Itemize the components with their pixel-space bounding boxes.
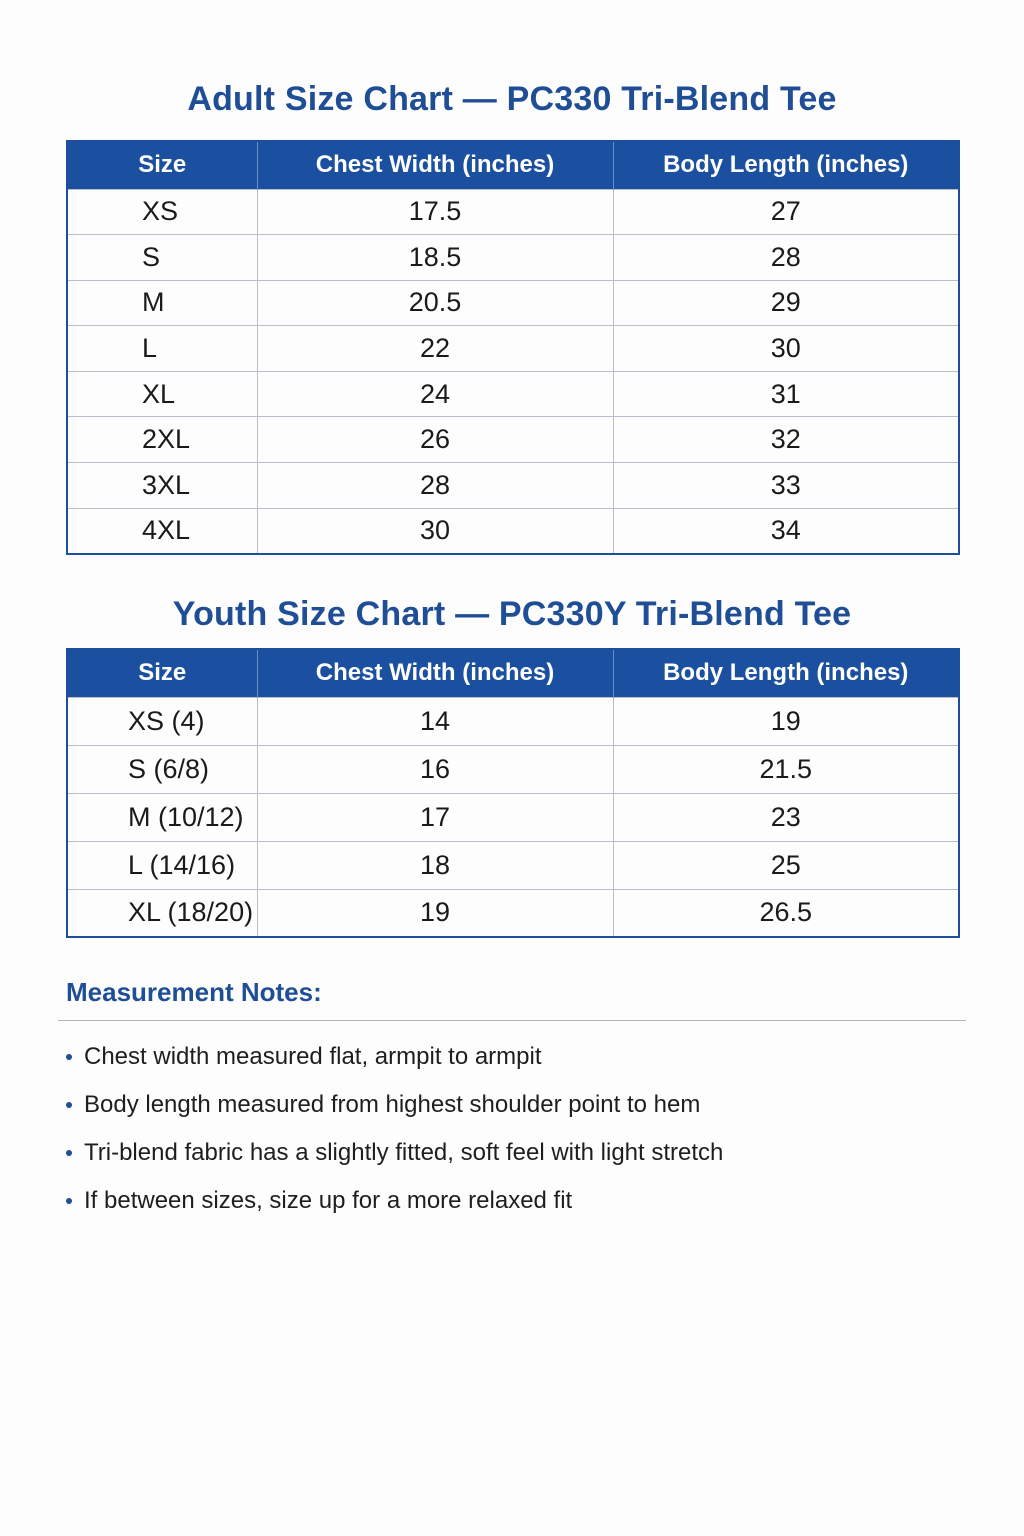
size-cell: XL (18/20): [67, 889, 257, 937]
body-length-cell: 34: [613, 508, 959, 554]
list-item: [66, 1181, 966, 1229]
body-length-cell: 33: [613, 463, 959, 509]
table-row: [67, 371, 959, 417]
column-header-chest-width: Chest Width (inches): [257, 141, 613, 189]
chest-width-cell: 18: [257, 841, 613, 889]
body-length-cell: 31: [613, 371, 959, 417]
size-cell: 2XL: [67, 417, 257, 463]
size-cell: M: [67, 280, 257, 326]
size-cell: L: [67, 326, 257, 372]
notes-divider: [58, 1020, 966, 1021]
size-cell: M (10/12): [67, 793, 257, 841]
measurement-notes-list: [66, 1037, 966, 1229]
chest-width-cell: 16: [257, 745, 613, 793]
size-cell: S: [67, 235, 257, 281]
chest-width-cell: 14: [257, 697, 613, 745]
column-header-chest-width: Chest Width (inches): [257, 649, 613, 697]
size-cell: XS (4): [67, 697, 257, 745]
column-header-body-length: Body Length (inches): [613, 141, 959, 189]
bullet-icon: [66, 1198, 72, 1204]
bullet-icon: [66, 1102, 72, 1108]
body-length-cell: 28: [613, 235, 959, 281]
column-header-size: Size: [67, 141, 257, 189]
body-length-cell: 32: [613, 417, 959, 463]
list-item: [66, 1085, 966, 1133]
table-row: [67, 326, 959, 372]
size-cell: 3XL: [67, 463, 257, 509]
table-row: [67, 793, 959, 841]
chest-width-cell: 17: [257, 793, 613, 841]
body-length-cell: 25: [613, 841, 959, 889]
column-header-body-length: Body Length (inches): [613, 649, 959, 697]
list-item: [66, 1037, 966, 1085]
youth-size-table: [66, 648, 960, 938]
youth-chart-title: Youth Size Chart — PC330Y Tri-Blend Tee: [172, 595, 852, 633]
body-length-cell: 19: [613, 697, 959, 745]
chest-width-cell: 17.5: [257, 189, 613, 235]
chest-width-cell: 26: [257, 417, 613, 463]
body-length-cell: 21.5: [613, 745, 959, 793]
table-row: [67, 235, 959, 281]
table-row: [67, 508, 959, 554]
table-header-row: [67, 649, 959, 697]
table-row: [67, 417, 959, 463]
note-text: If between sizes, size up for a more relaxed fit: [84, 1187, 573, 1214]
size-cell: L (14/16): [67, 841, 257, 889]
list-item: [66, 1133, 966, 1181]
table-header-row: [67, 141, 959, 189]
bullet-icon: [66, 1054, 72, 1060]
size-cell: XL: [67, 371, 257, 417]
size-cell: S (6/8): [67, 745, 257, 793]
body-length-cell: 29: [613, 280, 959, 326]
adult-size-table: [66, 140, 960, 555]
note-text: Tri-blend fabric has a slightly fitted, soft feel with light stretch: [84, 1139, 724, 1166]
note-text: Chest width measured flat, armpit to armpit: [84, 1043, 542, 1070]
chest-width-cell: 18.5: [257, 235, 613, 281]
table-row: [67, 463, 959, 509]
table-row: [67, 841, 959, 889]
body-length-cell: 27: [613, 189, 959, 235]
table-row: [67, 697, 959, 745]
column-header-size: Size: [67, 649, 257, 697]
chest-width-cell: 30: [257, 508, 613, 554]
chest-width-cell: 22: [257, 326, 613, 372]
measurement-notes-heading: Measurement Notes:: [66, 977, 322, 1007]
body-length-cell: 30: [613, 326, 959, 372]
size-cell: 4XL: [67, 508, 257, 554]
chest-width-cell: 20.5: [257, 280, 613, 326]
adult-chart-title: Adult Size Chart — PC330 Tri-Blend Tee: [187, 80, 837, 118]
chest-width-cell: 24: [257, 371, 613, 417]
table-row: [67, 280, 959, 326]
chest-width-cell: 28: [257, 463, 613, 509]
table-row: [67, 189, 959, 235]
size-cell: XS: [67, 189, 257, 235]
table-row: [67, 889, 959, 937]
table-row: [67, 745, 959, 793]
body-length-cell: 26.5: [613, 889, 959, 937]
note-text: Body length measured from highest shoulder point to hem: [84, 1091, 701, 1118]
bullet-icon: [66, 1150, 72, 1156]
body-length-cell: 23: [613, 793, 959, 841]
chest-width-cell: 19: [257, 889, 613, 937]
